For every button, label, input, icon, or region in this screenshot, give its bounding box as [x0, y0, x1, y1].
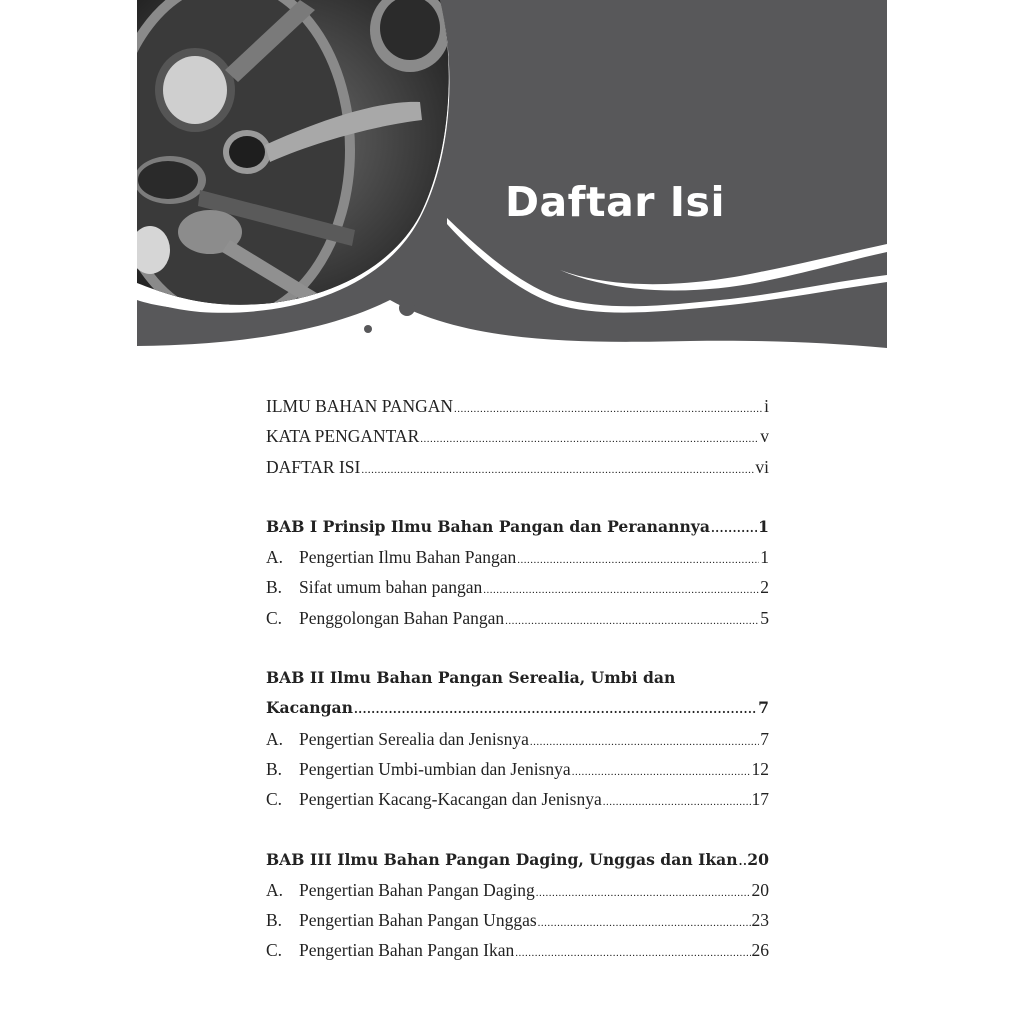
- toc-entry[interactable]: DAFTAR ISI ..... vi: [266, 457, 769, 487]
- toc-item[interactable]: C. Pengertian Kacang-Kacangan dan Jenisnya ..... 17: [266, 789, 769, 819]
- page-title: Daftar Isi: [504, 178, 725, 226]
- toc-entry[interactable]: KATA PENGANTAR ..... v: [266, 426, 769, 456]
- toc-chapter[interactable]: BAB I Prinsip Ilmu Bahan Pangan dan Peranannya ..... 1: [266, 517, 769, 547]
- toc-chapter[interactable]: BAB III Ilmu Bahan Pangan Daging, Unggas dan Ikan ..... 20: [266, 850, 769, 880]
- toc-chapter[interactable]: Kacangan ..... 7: [266, 698, 769, 728]
- toc-chapter-line1[interactable]: BAB II Ilmu Bahan Pangan Serealia, Umbi dan: [266, 668, 676, 688]
- toc-item[interactable]: B. Pengertian Umbi-umbian dan Jenisnya ..... 12: [266, 759, 769, 789]
- toc-item[interactable]: A. Pengertian Serealia dan Jenisnya ..... 7: [266, 729, 769, 759]
- toc-item[interactable]: A. Pengertian Bahan Pangan Daging ..... 20: [266, 880, 769, 910]
- toc-item[interactable]: C. Pengertian Bahan Pangan Ikan ..... 26: [266, 940, 769, 970]
- toc-item[interactable]: C. Penggolongan Bahan Pangan ..... 5: [266, 608, 769, 638]
- toc-entry[interactable]: ILMU BAHAN PANGAN ..... i: [266, 396, 769, 426]
- toc-item[interactable]: B. Pengertian Bahan Pangan Unggas ..... 23: [266, 910, 769, 940]
- toc-item[interactable]: A. Pengertian Ilmu Bahan Pangan ..... 1: [266, 547, 769, 577]
- toc-item[interactable]: B. Sifat umum bahan pangan ..... 2: [266, 577, 769, 607]
- dot-small: [364, 325, 372, 333]
- table-of-contents: [266, 396, 769, 971]
- dot-large: [399, 300, 415, 316]
